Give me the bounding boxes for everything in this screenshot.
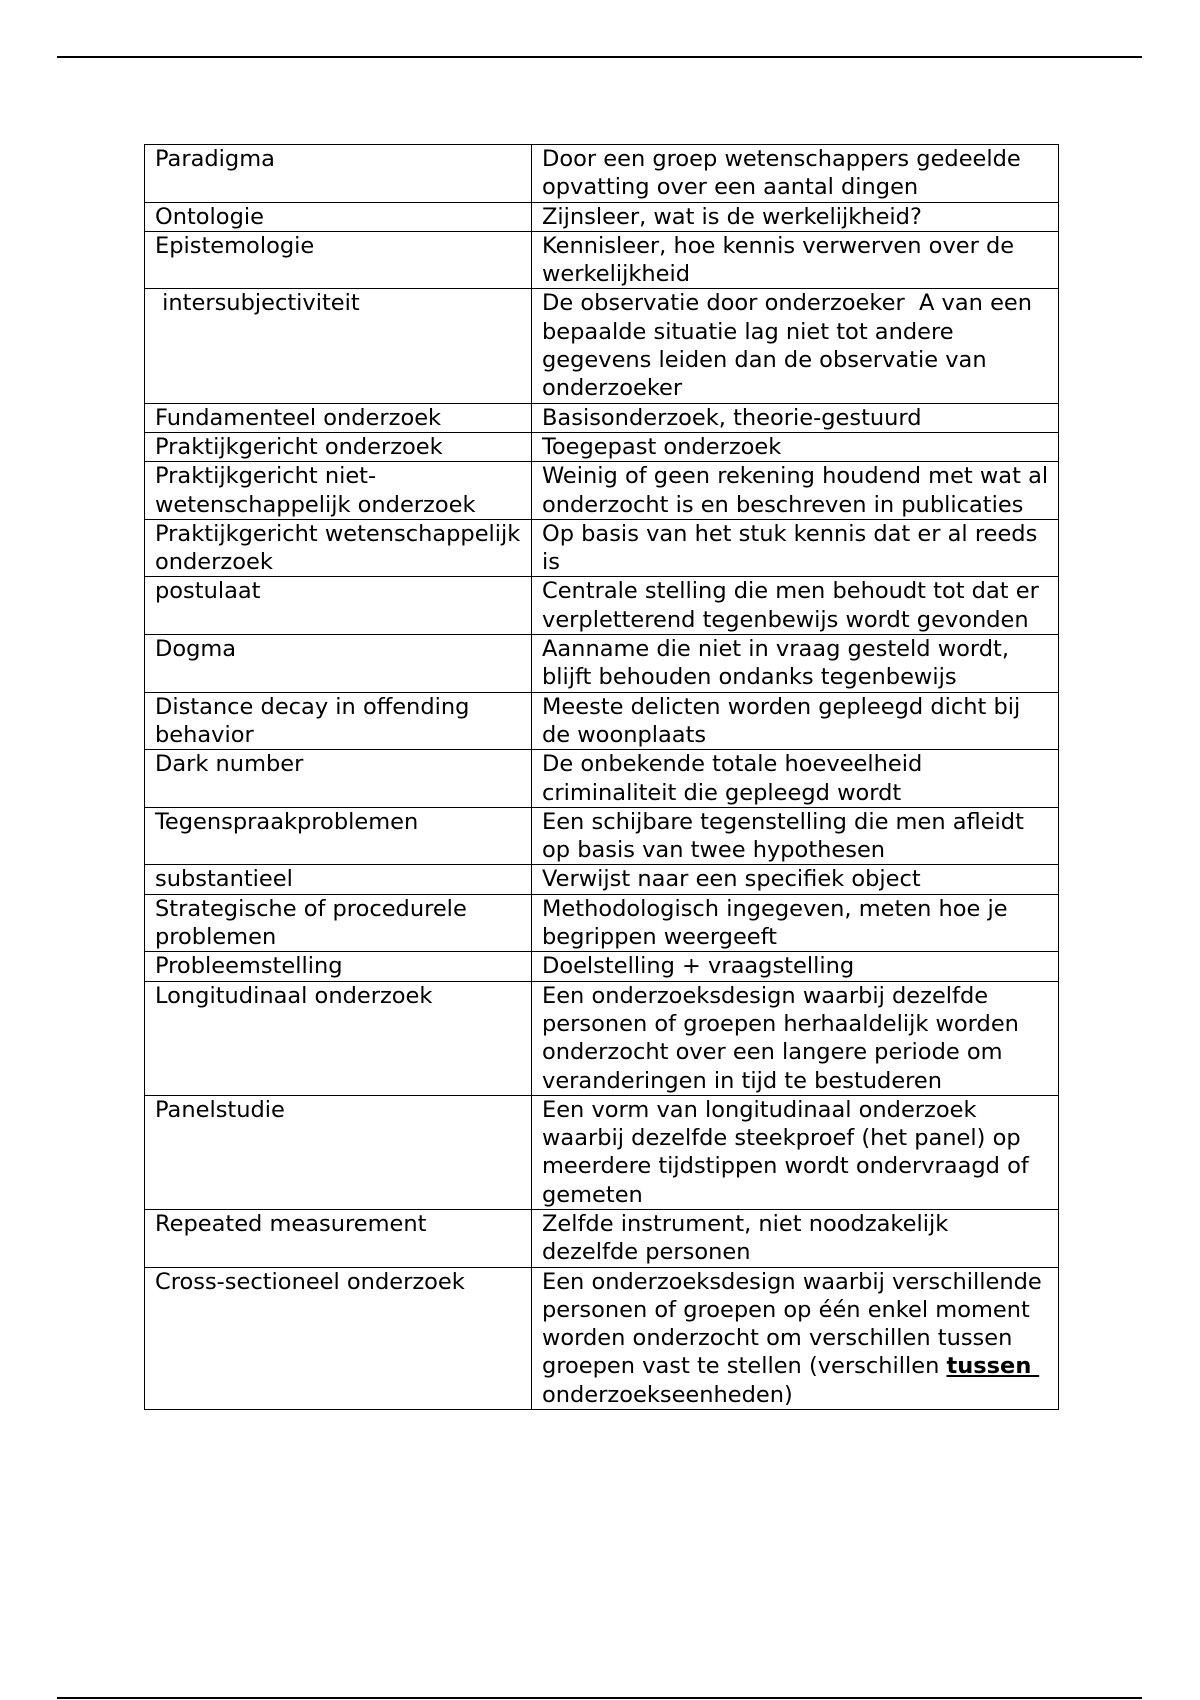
term-cell: Paradigma bbox=[145, 145, 532, 203]
term-cell: substantieel bbox=[145, 865, 532, 894]
definition-cell: Basisonderzoek, theorie-gestuurd bbox=[532, 403, 1059, 432]
table-row bbox=[145, 1267, 1059, 1409]
term-cell: Cross-sectioneel onderzoek bbox=[145, 1267, 532, 1409]
definition-cell: Methodologisch ingegeven, meten hoe je begrippen weergeeft bbox=[532, 894, 1059, 952]
definition-cell: Een schijbare tegenstelling die men afleidt op basis van twee hypothesen bbox=[532, 807, 1059, 865]
term-cell: Distance decay in offending behavior bbox=[145, 692, 532, 750]
term-cell: Panelstudie bbox=[145, 1095, 532, 1209]
table-row bbox=[145, 1209, 1059, 1267]
table-row bbox=[145, 519, 1059, 577]
term-cell: Probleemstelling bbox=[145, 952, 532, 981]
term-cell: Repeated measurement bbox=[145, 1209, 532, 1267]
page-header-rule bbox=[57, 56, 1142, 58]
table-row bbox=[145, 462, 1059, 520]
table-row bbox=[145, 894, 1059, 952]
emphasized-word: tussen bbox=[946, 1353, 1040, 1380]
table-row bbox=[145, 1095, 1059, 1209]
table-row bbox=[145, 750, 1059, 808]
table-row bbox=[145, 692, 1059, 750]
definition-cell: Zijnsleer, wat is de werkelijkheid? bbox=[532, 202, 1059, 231]
table-row bbox=[145, 432, 1059, 461]
glossary-table bbox=[144, 144, 1059, 1410]
term-cell: Praktijkgericht wetenschappelijk onderzoek bbox=[145, 519, 532, 577]
definition-text: onderzoekseenheden) bbox=[542, 1381, 793, 1408]
term-cell: Fundamenteel onderzoek bbox=[145, 403, 532, 432]
table-row bbox=[145, 202, 1059, 231]
term-cell: postulaat bbox=[145, 577, 532, 635]
term-cell: Ontologie bbox=[145, 202, 532, 231]
table-row bbox=[145, 865, 1059, 894]
term-cell: Praktijkgericht onderzoek bbox=[145, 432, 532, 461]
term-cell: Tegenspraakproblemen bbox=[145, 807, 532, 865]
page-footer-rule bbox=[57, 1697, 1142, 1699]
definition-cell: De observatie door onderzoeker A van een bepaalde situatie lag niet tot andere gegevens leiden dan de observatie van onderzoeker bbox=[532, 289, 1059, 403]
definition-cell: Een onderzoeksdesign waarbij dezelfde personen of groepen herhaaldelijk worden onderzocht over een langere periode om veranderingen in tijd te bestuderen bbox=[532, 981, 1059, 1095]
definition-cell: Meeste delicten worden gepleegd dicht bij de woonplaats bbox=[532, 692, 1059, 750]
table-row bbox=[145, 981, 1059, 1095]
definition-cell: Toegepast onderzoek bbox=[532, 432, 1059, 461]
term-cell: Dogma bbox=[145, 635, 532, 693]
table-row bbox=[145, 289, 1059, 403]
definition-cell: Op basis van het stuk kennis dat er al reeds is bbox=[532, 519, 1059, 577]
definition-cell: Een vorm van longitudinaal onderzoek waarbij dezelfde steekproef (het panel) op meerdere tijdstippen wordt ondervraagd of gemeten bbox=[532, 1095, 1059, 1209]
definition-cell bbox=[532, 1267, 1059, 1409]
definition-cell: Verwijst naar een specifiek object bbox=[532, 865, 1059, 894]
term-cell: Strategische of procedurele problemen bbox=[145, 894, 532, 952]
definition-cell: De onbekende totale hoeveelheid criminaliteit die gepleegd wordt bbox=[532, 750, 1059, 808]
term-cell: Longitudinaal onderzoek bbox=[145, 981, 532, 1095]
table-row bbox=[145, 145, 1059, 203]
term-cell: Epistemologie bbox=[145, 231, 532, 289]
table-row bbox=[145, 952, 1059, 981]
table-row bbox=[145, 635, 1059, 693]
definition-cell: Aanname die niet in vraag gesteld wordt, blijft behouden ondanks tegenbewijs bbox=[532, 635, 1059, 693]
definition-cell: Weinig of geen rekening houdend met wat al onderzocht is en beschreven in publicaties bbox=[532, 462, 1059, 520]
term-cell: Praktijkgericht niet-wetenschappelijk onderzoek bbox=[145, 462, 532, 520]
definition-cell: Centrale stelling die men behoudt tot dat er verpletterend tegenbewijs wordt gevonden bbox=[532, 577, 1059, 635]
term-cell: intersubjectiviteit bbox=[145, 289, 532, 403]
table-row bbox=[145, 807, 1059, 865]
term-cell: Dark number bbox=[145, 750, 532, 808]
table-row bbox=[145, 231, 1059, 289]
definition-text: Een onderzoeksdesign waarbij verschillende personen of groepen op één enkel moment worden onderzocht om verschillen tussen groepen vast te stellen (verschillen bbox=[542, 1268, 1049, 1380]
table-row bbox=[145, 577, 1059, 635]
definition-cell: Zelfde instrument, niet noodzakelijk dezelfde personen bbox=[532, 1209, 1059, 1267]
definition-cell: Doelstelling + vraagstelling bbox=[532, 952, 1059, 981]
definition-cell: Kennisleer, hoe kennis verwerven over de werkelijkheid bbox=[532, 231, 1059, 289]
definition-cell: Door een groep wetenschappers gedeelde opvatting over een aantal dingen bbox=[532, 145, 1059, 203]
table-row bbox=[145, 403, 1059, 432]
